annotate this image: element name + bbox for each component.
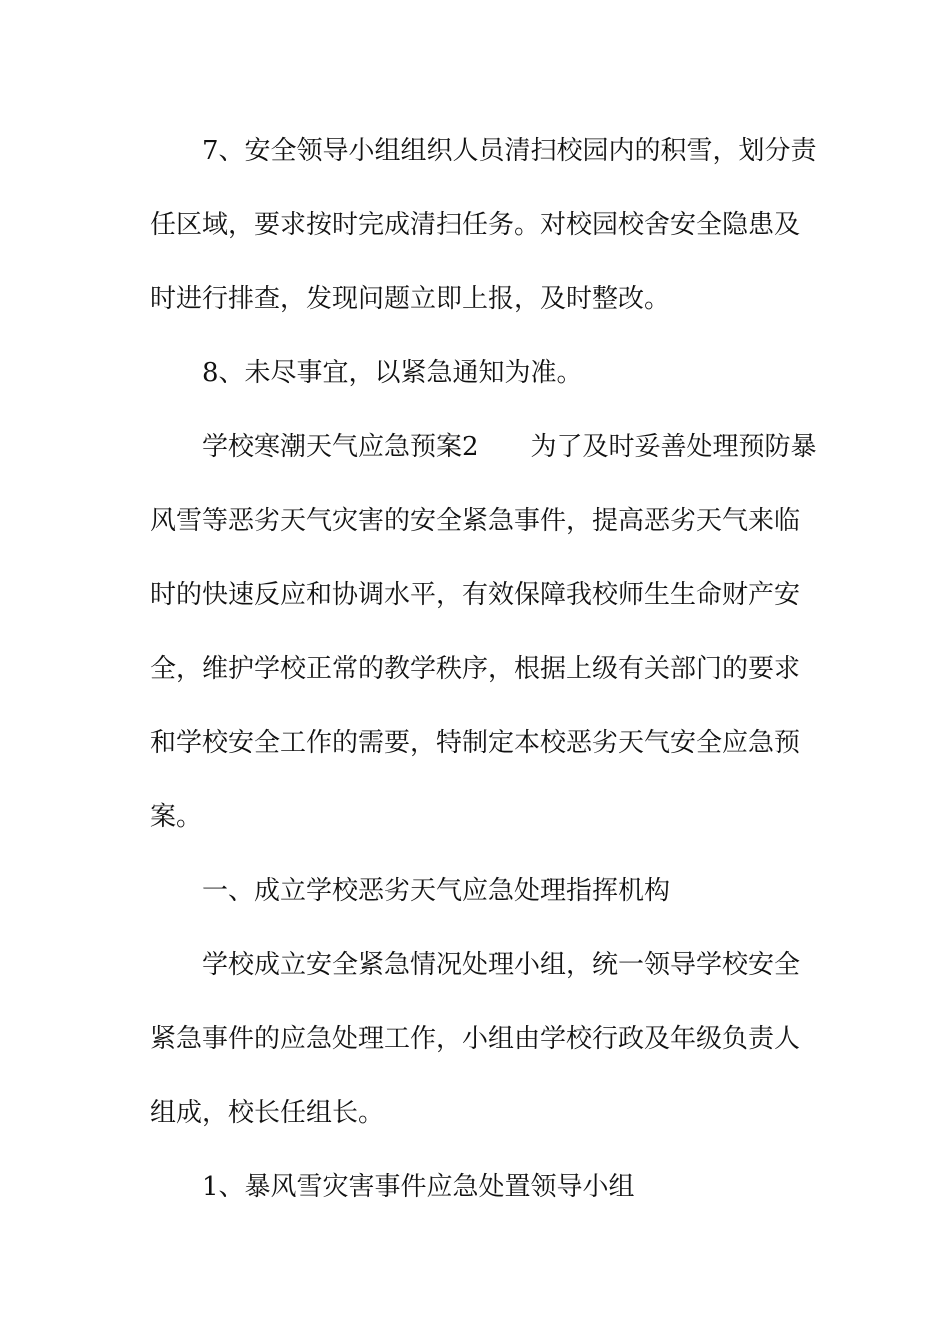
section-heading-one: 一、成立学校恶劣天气应急处理指挥机构 [202, 876, 671, 906]
intro-paragraph-line-5: 和学校安全工作的需要，特制定本校恶劣天气安全应急预 [150, 728, 801, 758]
paragraph-item-7-line-1: 7、安全领导小组组织人员清扫校园内的积雪，划分责 [202, 136, 817, 166]
intro-paragraph-line-2: 风雪等恶劣天气灾害的安全紧急事件，提高恶劣天气来临 [150, 506, 801, 536]
subsection-heading-1: 1、暴风雪灾害事件应急处置领导小组 [202, 1172, 635, 1202]
team-paragraph-line-2: 紧急事件的应急处理工作，小组由学校行政及年级负责人 [150, 1024, 801, 1054]
intro-paragraph-line-6: 案。 [150, 802, 203, 832]
paragraph-item-7-line-2: 任区域，要求按时完成清扫任务。对校园校舍安全隐患及 [150, 210, 801, 240]
paragraph-item-8: 8、未尽事宜，以紧急通知为准。 [202, 358, 583, 388]
team-paragraph-line-1: 学校成立安全紧急情况处理小组，统一领导学校安全 [202, 950, 801, 980]
team-paragraph-line-3: 组成，校长任组长。 [150, 1098, 385, 1128]
paragraph-item-7-line-3: 时进行排查，发现问题立即上报，及时整改。 [150, 284, 671, 314]
intro-paragraph-line-3: 时的快速反应和协调水平，有效保障我校师生生命财产安 [150, 580, 801, 610]
section-heading-plan-2: 学校寒潮天气应急预案2 为了及时妥善处理预防暴 [202, 432, 817, 462]
intro-paragraph-line-4: 全，维护学校正常的教学秩序，根据上级有关部门的要求 [150, 654, 801, 684]
